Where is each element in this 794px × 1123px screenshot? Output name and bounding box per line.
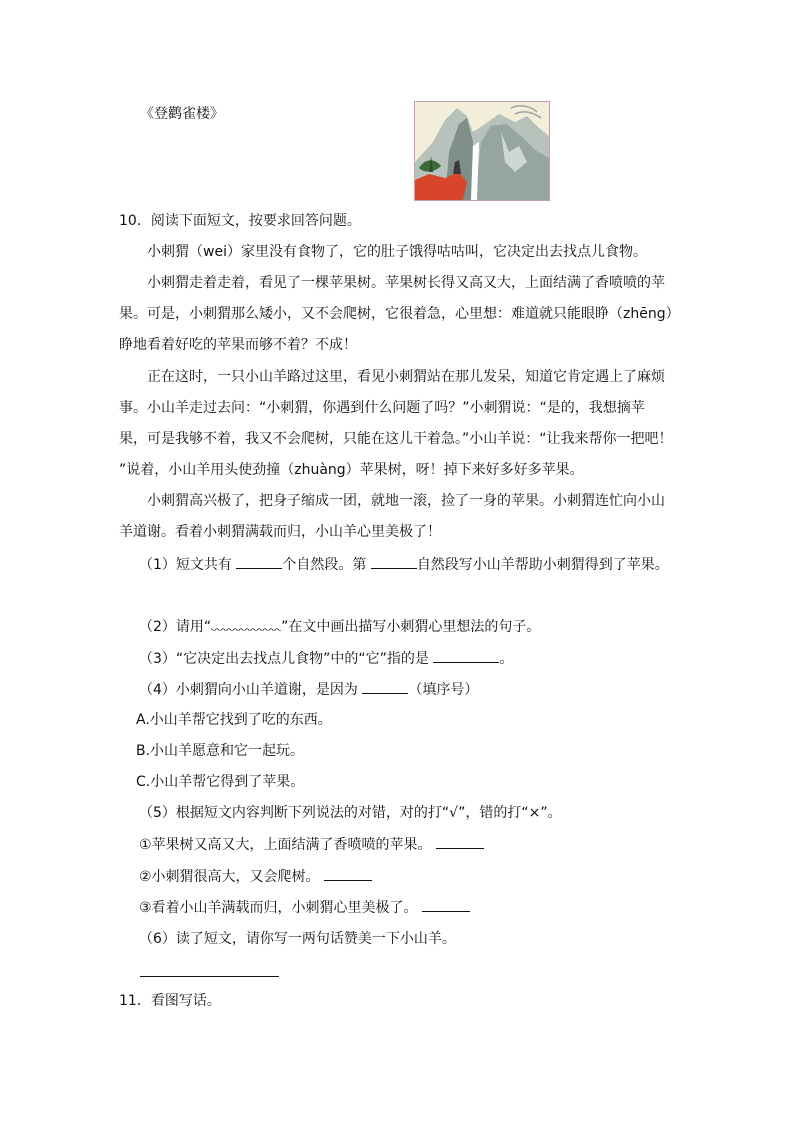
passage-line-3: 果。可是，小刺猬那么矮小，又不会爬树，它很着急，心里想：难道就只能眼睁（zhēng） [119,306,680,322]
answer-line-praise[interactable] [140,976,279,977]
judgement-1 [139,834,484,855]
passage-line-2: 小刺猬走着走着，看见了一棵苹果树。苹果树长得又高又大，上面结满了香喷喷的苹 [147,275,665,291]
question-10-title: 10．阅读下面短文，按要求回答问题。 [119,213,361,229]
passage-line-4: 睁地看着好吃的苹果而够不着？不成！ [119,337,357,353]
judgement-3-text: ③看着小山羊满载而归，小刺猬心里美极了。 [139,900,418,916]
subquestion-4-text-a: （4）小刺猬向小山羊道谢，是因为 [139,682,363,698]
answer-blank-judgement-3[interactable] [422,897,470,912]
answer-blank-paragraph-count[interactable] [236,554,282,569]
option-b: B.小山羊愿意和它一起玩。 [136,743,305,759]
mountain-waterfall-drawing [415,102,549,200]
passage-line-9: 小刺猬高兴极了，把身子缩成一团，就地一滚，捡了一身的苹果。小刺猬连忙向小山 [147,493,665,509]
answer-blank-pronoun[interactable] [433,648,499,663]
subquestion-6: （6）读了短文，请你写一两句话赞美一下小山羊。 [139,931,456,947]
passage-line-6: 事。小山羊走过去问：“小刺猬，你遇到什么问题了吗？”小刺猬说：“是的，我想摘苹 [119,400,645,416]
answer-blank-judgement-2[interactable] [324,866,372,881]
landscape-illustration [414,101,550,201]
passage-line-8: ”说着，小山羊用头使劲撞（zhuàng）苹果树，呀！掉下来好多好多苹果。 [119,462,584,478]
poem-title: 《登鹳雀楼》 [140,106,224,122]
subquestion-2 [139,617,540,637]
subquestion-2-text-b: ”在文中画出描写小刺猬心里想法的句子。 [281,619,541,635]
subquestion-2-text-a: （2）请用“ [139,619,212,635]
judgement-2 [139,866,372,887]
wavy-underline-sample [211,619,281,631]
passage-line-10: 羊道谢。看着小刺猬满载而归，小山羊心里美极了！ [119,524,441,540]
subquestion-4-text-b: （填序号） [408,682,479,698]
subquestion-3-text-a: （3）“它决定出去找点儿食物”中的“它”指的是 [139,651,434,667]
judgement-2-text: ②小刺猬很高大，又会爬树。 [139,869,320,885]
subquestion-1-text-b: 个自然段。第 [282,557,371,573]
judgement-3 [139,897,470,918]
passage-line-1: 小刺猬（wei）家里没有食物了，它的肚子饿得咕咕叫，它决定出去找点儿食物。 [147,244,647,260]
subquestion-3-text-b: 。 [499,651,514,667]
answer-blank-paragraph-number[interactable] [371,554,417,569]
subquestion-1-text-a: （1）短文共有 [139,557,237,573]
option-c: C.小山羊帮它得到了苹果。 [136,774,305,790]
subquestion-1-text-c: 自然段写小山羊帮助小刺猬得到了苹果。 [416,557,669,573]
subquestion-4 [139,679,478,700]
answer-blank-judgement-1[interactable] [436,834,484,849]
answer-blank-option[interactable] [362,679,408,694]
subquestion-1 [139,554,669,575]
question-11-title: 11．看图写话。 [119,993,221,1009]
option-a: A.小山羊帮它找到了吃的东西。 [136,712,332,728]
subquestion-3 [139,648,513,669]
passage-line-5: 正在这时，一只小山羊路过这里，看见小刺猬站在那儿发呆，知道它肯定遇上了麻烦 [147,369,665,385]
judgement-1-text: ①苹果树又高又大，上面结满了香喷喷的苹果。 [139,837,432,853]
passage-line-7: 果，可是我够不着，我又不会爬树，只能在这儿干着急。”小山羊说：“让我来帮你一把吧！ [119,431,673,447]
subquestion-5: （5）根据短文内容判断下列说法的对错，对的打“√”，错的打“×”。 [139,805,562,821]
